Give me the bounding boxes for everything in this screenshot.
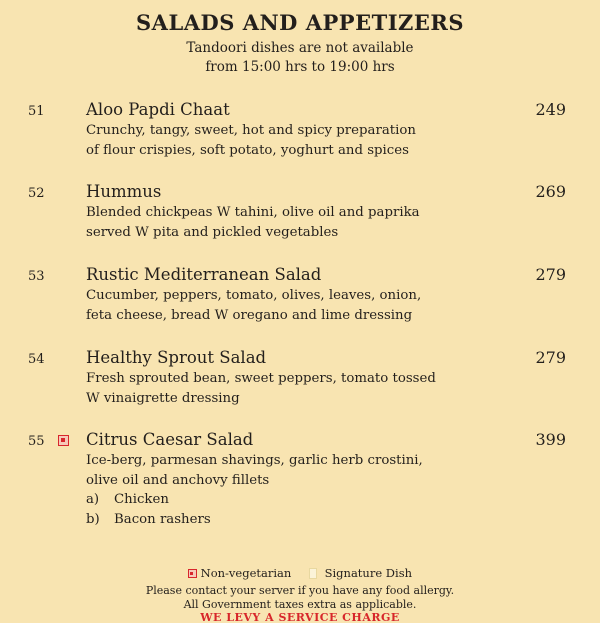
legend-nonveg-label: Non-vegetarian <box>200 566 292 580</box>
item-description: Ice-berg, parmesan shavings, garlic herb crostini, <box>86 453 423 468</box>
item-price: 399 <box>535 430 566 449</box>
item-name: Rustic Mediterranean Salad <box>86 265 322 284</box>
item-number: 54 <box>28 352 45 367</box>
item-option <box>86 512 211 527</box>
item-price: 249 <box>535 100 566 119</box>
item-number: 55 <box>28 434 45 449</box>
item-price: 279 <box>535 265 566 284</box>
tandoori-notice-hours: from 15:00 hrs to 19:00 hrs <box>205 59 395 75</box>
legend <box>0 566 600 580</box>
item-description: feta cheese, bread W oregano and lime dressing <box>86 308 413 323</box>
signature-dish-icon <box>309 568 317 579</box>
non-veg-icon <box>188 569 197 578</box>
option-text: Bacon rashers <box>114 512 211 527</box>
item-number: 53 <box>28 269 45 284</box>
item-name: Healthy Sprout Salad <box>86 348 267 367</box>
item-description: Blended chickpeas W tahini, olive oil and paprika <box>86 205 420 220</box>
item-name: Aloo Papdi Chaat <box>86 100 230 119</box>
section-title: SALADS AND APPETIZERS <box>135 10 464 35</box>
option-label: a) <box>86 492 100 507</box>
item-description: Cucumber, peppers, tomato, olives, leaves, onion, <box>86 288 422 303</box>
tandoori-notice: Tandoori dishes are not available <box>186 40 414 56</box>
item-description: olive oil and anchovy fillets <box>86 473 270 488</box>
tax-note: All Government taxes extra as applicable. <box>183 598 417 611</box>
item-name: Citrus Caesar Salad <box>86 430 254 449</box>
item-number: 51 <box>28 104 45 119</box>
item-description: Crunchy, tangy, sweet, hot and spicy preparation <box>86 123 416 138</box>
item-option <box>86 492 169 507</box>
item-number: 52 <box>28 186 45 201</box>
item-description: served W pita and pickled vegetables <box>86 225 339 240</box>
item-description: W vinaigrette dressing <box>86 391 240 406</box>
allergy-note: Please contact your server if you have any food allergy. <box>145 584 455 597</box>
item-description: Fresh sprouted bean, sweet peppers, tomato tossed <box>86 371 436 386</box>
option-label: b) <box>86 512 100 527</box>
item-price: 269 <box>535 182 566 201</box>
service-charge-note: WE LEVY A SERVICE CHARGE <box>200 611 400 623</box>
option-text: Chicken <box>114 492 169 507</box>
item-description: of flour crispies, soft potato, yoghurt and spices <box>86 143 409 158</box>
item-name: Hummus <box>86 182 162 201</box>
non-veg-icon <box>58 435 69 446</box>
legend-signature-label: Signature Dish <box>324 566 412 580</box>
item-price: 279 <box>535 348 566 367</box>
